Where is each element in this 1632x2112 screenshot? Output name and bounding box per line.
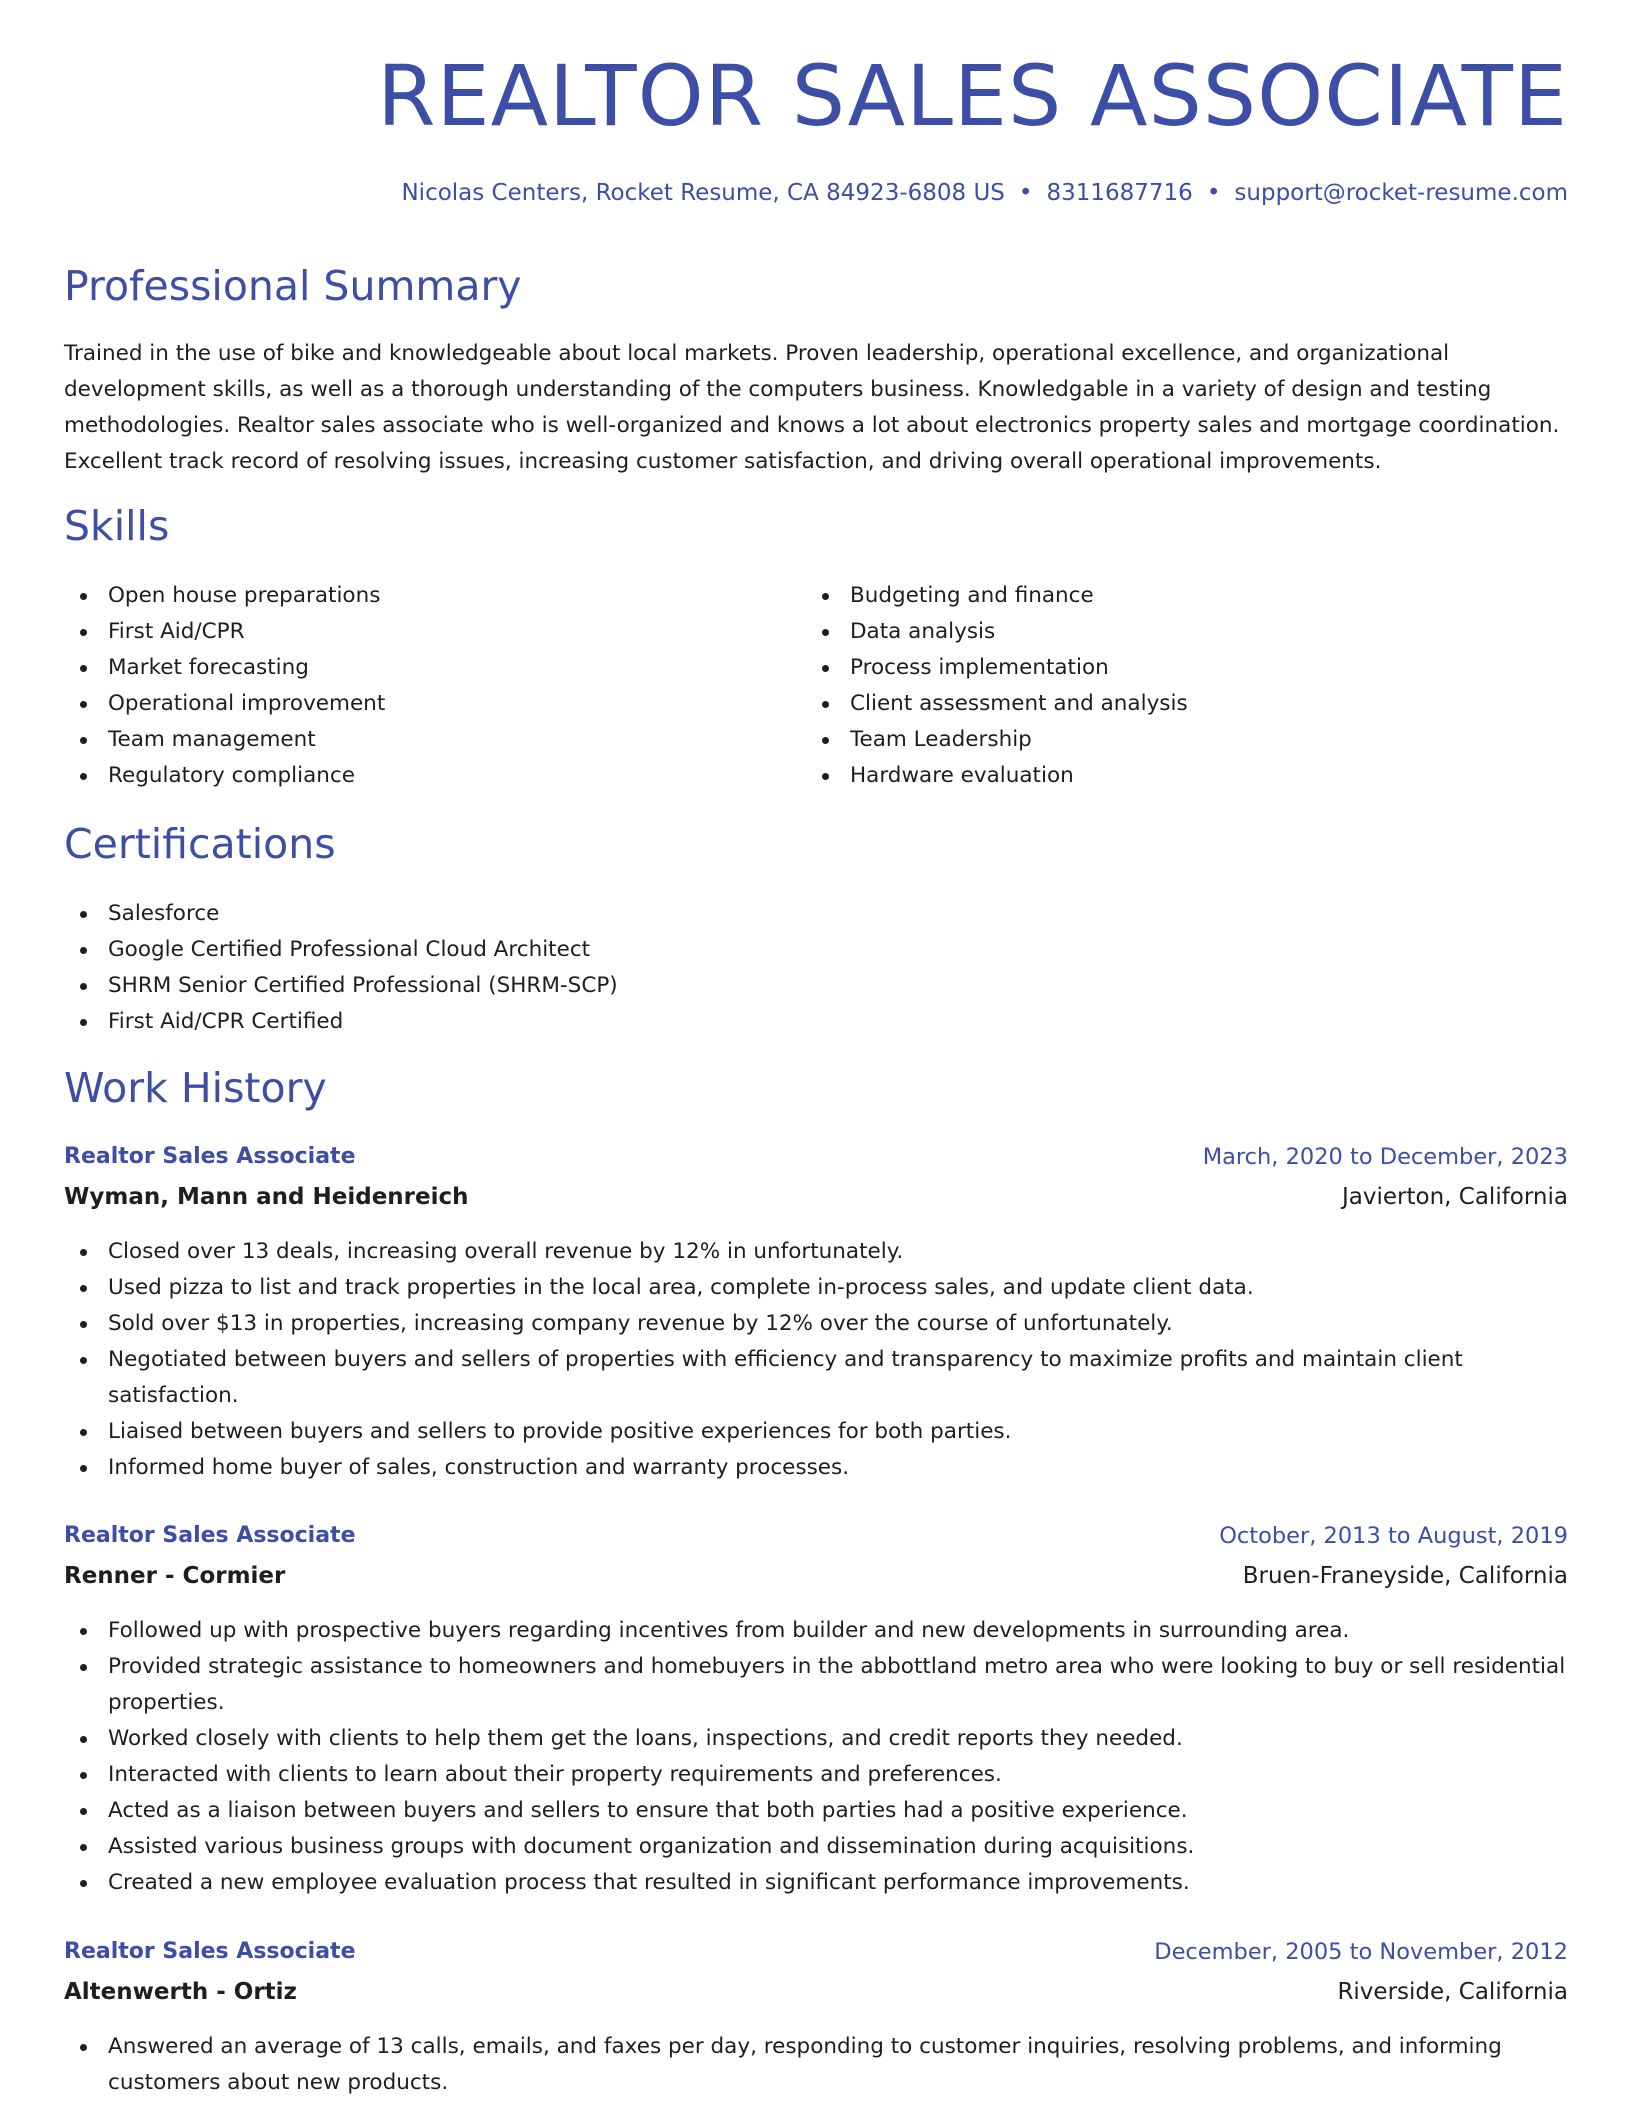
list-item: Process implementation [806, 650, 1526, 686]
list-item: Client assessment and analysis [806, 686, 1526, 722]
contact-separator: • [1206, 180, 1221, 206]
contact-address: Nicolas Centers, Rocket Resume, CA 84923-6808 US [401, 180, 1005, 206]
job-header-row [64, 1523, 1568, 1563]
list-item: Acted as a liaison between buyers and sellers to ensure that both parties had a positive experience. [64, 1793, 1568, 1829]
contact-line [401, 180, 1568, 206]
list-item: Budgeting and finance [806, 578, 1526, 614]
contact-email[interactable]: support@rocket-resume.com [1234, 180, 1568, 206]
list-item: Worked closely with clients to help them get the loans, inspections, and credit reports they needed. [64, 1721, 1568, 1757]
list-item: Interacted with clients to learn about their property requirements and preferences. [64, 1757, 1568, 1793]
job-dates: March, 2020 to December, 2023 [1202, 1144, 1568, 1170]
job-company: Altenwerth - Ortiz [64, 1979, 297, 2005]
skills-heading: Skills [64, 502, 170, 550]
contact-phone[interactable]: 8311687716 [1046, 180, 1193, 206]
list-item: Google Certified Professional Cloud Architect [64, 932, 1568, 968]
list-item: Hardware evaluation [806, 758, 1526, 794]
list-item: Assisted various business groups with document organization and dissemination during acquisitions. [64, 1829, 1568, 1865]
job-entry [64, 1523, 1568, 1901]
list-item: Followed up with prospective buyers regarding incentives from builder and new developments in surrounding area. [64, 1613, 1568, 1649]
job-title: Realtor Sales Associate [64, 1144, 356, 1169]
list-item: Created a new employee evaluation process that resulted in significant performance improvements. [64, 1865, 1568, 1901]
summary-heading: Professional Summary [64, 262, 522, 310]
list-item: Team management [64, 722, 784, 758]
page-title: REALTOR SALES ASSOCIATE [377, 47, 1568, 145]
list-item: Salesforce [64, 896, 1568, 932]
list-item: Provided strategic assistance to homeowners and homebuyers in the abbottland metro area who were looking to buy or sell residential properties. [64, 1649, 1568, 1721]
list-item: Data analysis [806, 614, 1526, 650]
list-item: Team Leadership [806, 722, 1526, 758]
job-header-row [64, 1144, 1568, 1184]
list-item: First Aid/CPR Certified [64, 1004, 1568, 1040]
list-item: Regulatory compliance [64, 758, 784, 794]
list-item: Negotiated between buyers and sellers of properties with efficiency and transparency to maximize profits and maintain client satisfaction. [64, 1342, 1568, 1414]
job-location: Javierton, California [1342, 1184, 1568, 1210]
skills-list-left [64, 578, 784, 794]
job-title: Realtor Sales Associate [64, 1523, 356, 1548]
list-item: First Aid/CPR [64, 614, 784, 650]
list-item: Used pizza to list and track properties in the local area, complete in-process sales, and update client data. [64, 1270, 1568, 1306]
job-company: Renner - Cormier [64, 1563, 286, 1589]
job-header-row [64, 1939, 1568, 1979]
list-item: Sold over $13 in properties, increasing company revenue by 12% over the course of unfortunately. [64, 1306, 1568, 1342]
job-company-row [64, 1563, 1568, 1603]
job-title: Realtor Sales Associate [64, 1939, 356, 1964]
list-item: Market forecasting [64, 650, 784, 686]
list-item: Closed over 13 deals, increasing overall revenue by 12% in unfortunately. [64, 1234, 1568, 1270]
list-item: Answered an average of 13 calls, emails, and faxes per day, responding to customer inquiries, resolving problems, and informing customers about new products. [64, 2029, 1568, 2101]
list-item: Liaised between buyers and sellers to provide positive experiences for both parties. [64, 1414, 1568, 1450]
contact-separator: • [1018, 180, 1033, 206]
job-location: Riverside, California [1337, 1979, 1568, 2005]
job-company-row [64, 1184, 1568, 1224]
job-location: Bruen-Franeyside, California [1242, 1563, 1568, 1589]
certifications-list [64, 896, 1568, 1040]
list-item: Open house preparations [64, 578, 784, 614]
job-company-row [64, 1979, 1568, 2019]
list-item: SHRM Senior Certified Professional (SHRM-SCP) [64, 968, 1568, 1004]
certifications-heading: Certifications [64, 820, 336, 868]
job-entry [64, 1939, 1568, 2101]
work-history-heading: Work History [64, 1064, 327, 1112]
job-dates: December, 2005 to November, 2012 [1154, 1939, 1568, 1965]
skills-list-right [806, 578, 1526, 794]
summary-text: Trained in the use of bike and knowledgeable about local markets. Proven leadership, operational excellence, and organizational development skills, as well as a thorough understanding of the computers business. Knowledgable in a variety of design and testing methodologies. Realtor sales associate who is well-organized and knows a lot about electronics property sales and mortgage coordination. Excellent track record of resolving issues, increasing customer satisfaction, and driving overall operational improvements. [64, 341, 1560, 474]
job-bullets [64, 1613, 1568, 1901]
list-item: Informed home buyer of sales, construction and warranty processes. [64, 1450, 1568, 1486]
job-entry [64, 1144, 1568, 1486]
list-item: Operational improvement [64, 686, 784, 722]
job-dates: October, 2013 to August, 2019 [1219, 1523, 1568, 1549]
job-company: Wyman, Mann and Heidenreich [64, 1184, 469, 1210]
job-bullets [64, 2029, 1568, 2101]
job-bullets [64, 1234, 1568, 1486]
